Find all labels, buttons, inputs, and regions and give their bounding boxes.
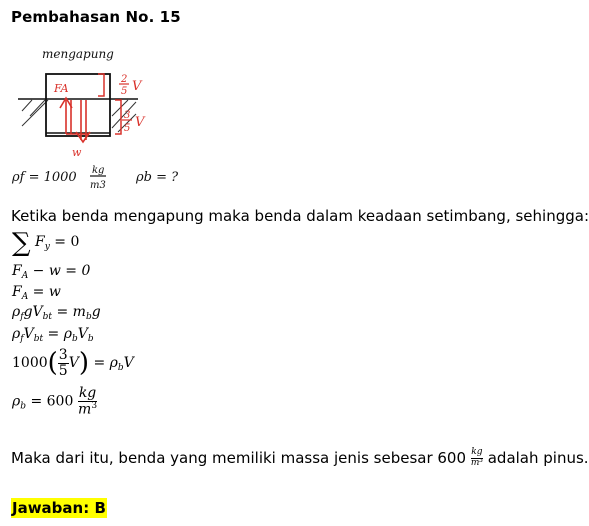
- equation-sum-forces: ∑ $F_y = 0$: [12, 228, 80, 258]
- page-title: Pembahasan No. 15: [11, 8, 181, 26]
- frac-above-num: 2: [121, 74, 128, 85]
- intro-text: Ketika benda mengapung maka benda dalam keadaan setimbang, sehingga:: [11, 207, 589, 225]
- equation-rho-b-result: $\rho_b = 600$ $\frac{kg}{m^3}$: [12, 385, 98, 418]
- sketch-w-label: w: [72, 146, 82, 159]
- equation-rho-g-v: $\rho_fgV_{bt} = m_bg$: [12, 304, 101, 322]
- frac-below-den: 5: [124, 123, 131, 134]
- buoyancy-arrows: [60, 98, 88, 134]
- given-unit-den: m3: [90, 180, 106, 191]
- floating-object-sketch: [10, 36, 210, 196]
- unknown-rho: ρb = ?: [136, 170, 179, 185]
- volume-below: V: [135, 115, 145, 130]
- volume-above: V: [132, 79, 142, 94]
- given-rho: ρf = 1000: [12, 170, 77, 185]
- equation-fa-equals-w: $F_A = w$: [12, 284, 61, 302]
- sum-symbol: ∑: [12, 228, 31, 258]
- bracket-below: [115, 100, 121, 134]
- equation-fa-minus-w: $F_A - w = 0$: [12, 263, 91, 281]
- conclusion-text: Maka dari itu, benda yang memiliki massa jenis sebesar 600 $\frac{kg}{\text{m³}}$ adalah pinus.: [11, 447, 589, 468]
- sketch-fa-label: FA: [54, 82, 69, 95]
- equation-1000-fraction: 1000( $\frac{3}{5}$ $V) = \rho_bV$: [12, 347, 134, 379]
- equation-rho-v: $\rho_fV_{bt} = \rho_bV_b$: [12, 326, 94, 344]
- answer-label: Jawaban: B: [12, 499, 106, 517]
- water-hatching: [22, 100, 136, 132]
- conclusion-unit: $\frac{kg}{\text{m³}}$: [470, 447, 483, 468]
- frac-above-den: 5: [121, 86, 128, 97]
- frac-below-num: 3: [124, 110, 131, 121]
- bracket-above: [98, 74, 104, 96]
- given-unit-num: kg: [92, 165, 105, 176]
- sketch-label-mengapung: mengapung: [42, 47, 114, 61]
